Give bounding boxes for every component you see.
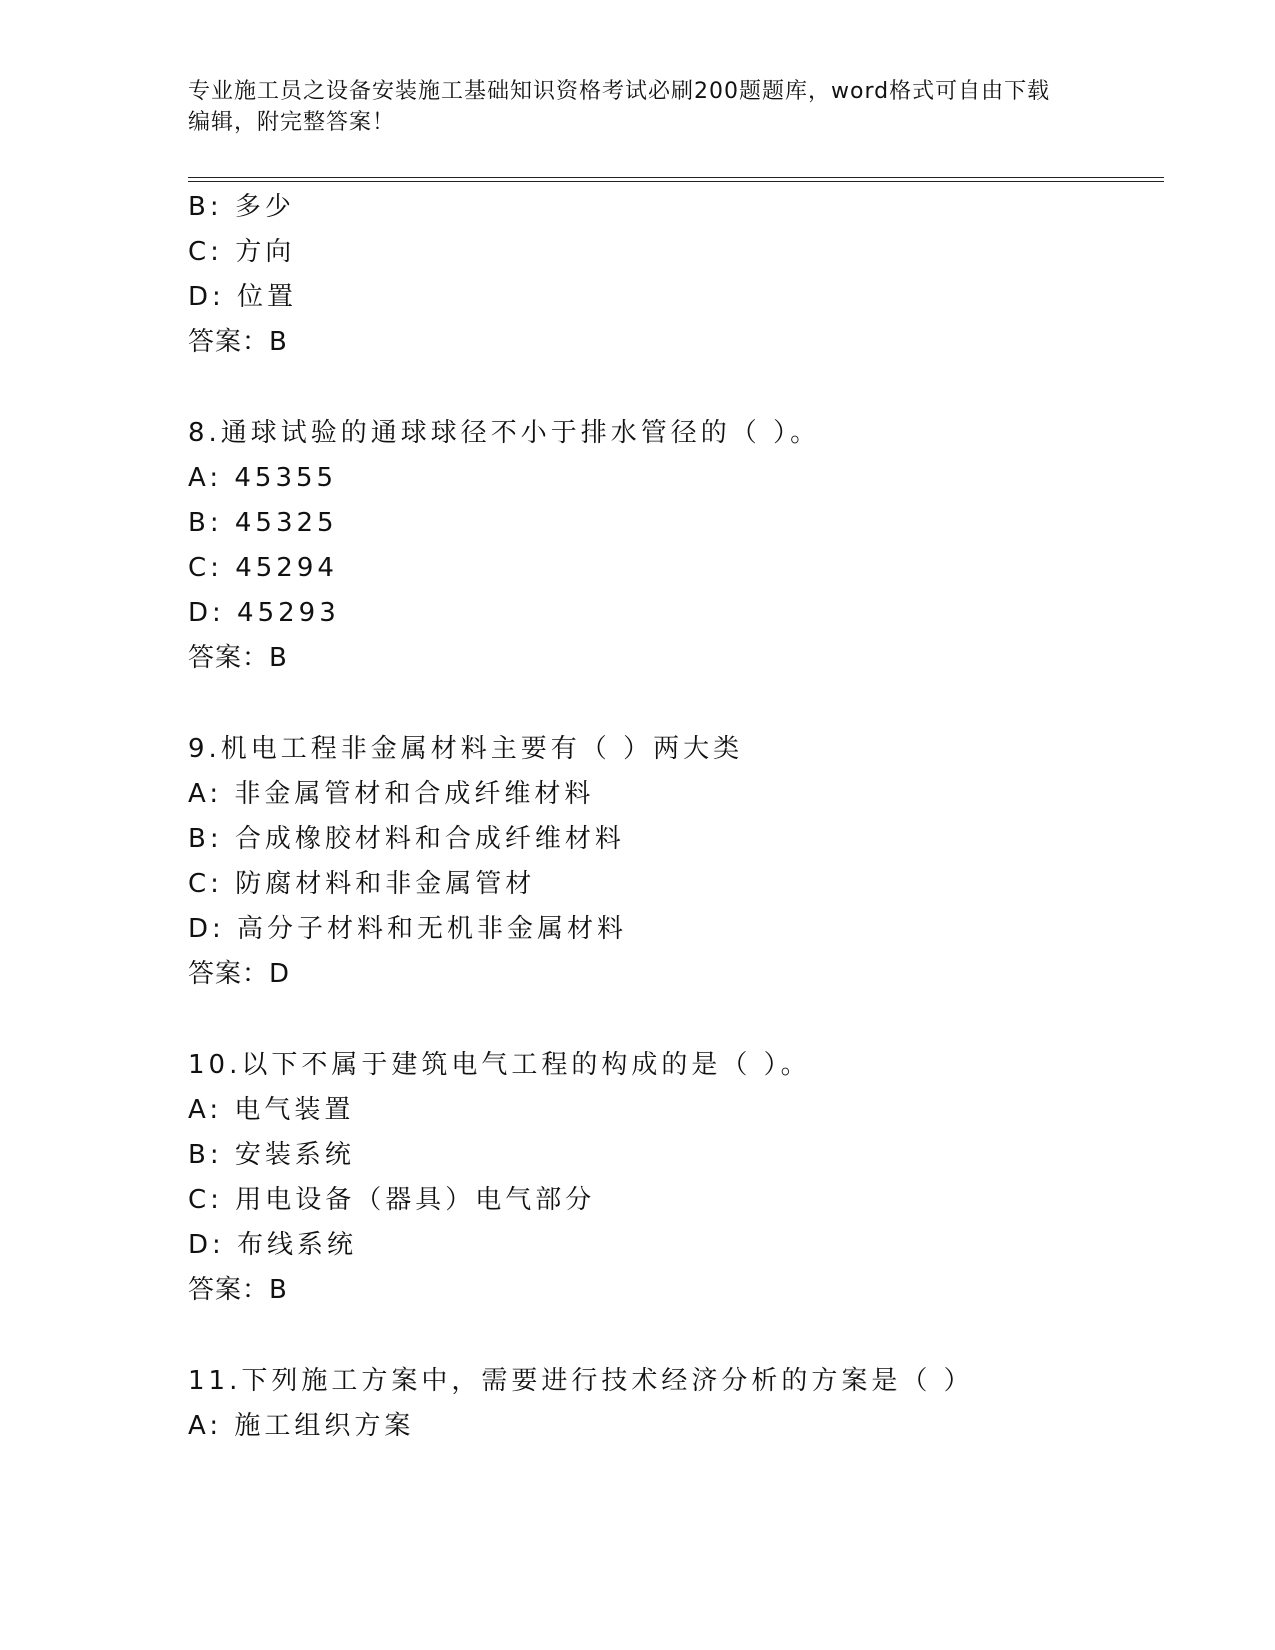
option-a: A: 施工组织方案: [188, 1411, 415, 1441]
option-c: C: 用电设备（器具）电气部分: [188, 1185, 596, 1215]
option-b: B: 45325: [188, 508, 338, 538]
option-a: A: 非金属管材和合成纤维材料: [188, 779, 595, 809]
option-d: D: 位置: [188, 282, 298, 312]
option-b: B: 安装系统: [188, 1140, 355, 1170]
question-10: 10.以下不属于建筑电气工程的构成的是（ ）。: [188, 1050, 811, 1080]
question-9: 9.机电工程非金属材料主要有（ ）两大类: [188, 734, 744, 764]
option-c: C: 45294: [188, 553, 338, 583]
question-11: 11.下列施工方案中，需要进行技术经济分析的方案是（ ）: [188, 1366, 974, 1396]
option-b: B: 多少: [188, 192, 295, 222]
question-8: 8.通球试验的通球球径不小于排水管径的（ ）。: [188, 418, 821, 448]
option-d: D: 布线系统: [188, 1230, 358, 1260]
option-b: B: 合成橡胶材料和合成纤维材料: [188, 824, 625, 854]
answer: 答案：B: [188, 643, 288, 673]
header-rule-bottom: [188, 181, 1164, 182]
option-c: C: 防腐材料和非金属管材: [188, 869, 536, 899]
option-c: C: 方向: [188, 237, 296, 267]
option-d: D: 高分子材料和无机非金属材料: [188, 914, 628, 944]
option-a: A: 45355: [188, 463, 338, 493]
answer: 答案：D: [188, 959, 291, 989]
document-header: 专业施工员之设备安装施工基础知识资格考试必刷200题题库，word格式可自由下载编辑，附完整答案！: [188, 79, 1051, 135]
answer: 答案：B: [188, 327, 288, 357]
header-rule-top: [188, 177, 1164, 178]
answer: 答案：B: [188, 1275, 288, 1305]
option-a: A: 电气装置: [188, 1095, 355, 1125]
option-d: D: 45293: [188, 598, 340, 628]
